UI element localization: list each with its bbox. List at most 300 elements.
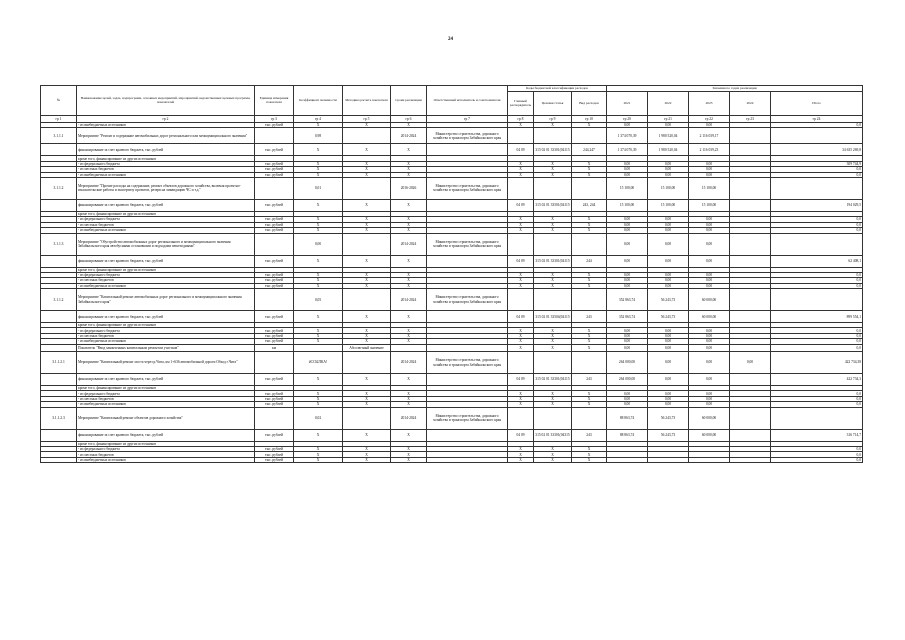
table-cell: 0,0 bbox=[771, 278, 863, 283]
table-cell: X bbox=[572, 161, 607, 166]
column-index-cell: гр 10 bbox=[572, 116, 607, 123]
table-cell: X bbox=[508, 396, 534, 401]
table-cell: 0,0 bbox=[771, 402, 863, 407]
table-cell bbox=[508, 407, 534, 429]
table-cell: X bbox=[572, 391, 607, 396]
table-row bbox=[41, 199, 863, 211]
table-cell bbox=[730, 407, 771, 429]
table-cell: 0,00 bbox=[607, 167, 648, 172]
table-cell bbox=[572, 128, 607, 144]
table-cell: X bbox=[534, 328, 572, 333]
table-cell: 0,00 bbox=[648, 228, 689, 233]
table-cell: X bbox=[294, 391, 343, 396]
table-cell bbox=[730, 311, 771, 323]
table-cell: тыс. рублей bbox=[255, 457, 294, 462]
table-cell: 0,00 bbox=[607, 272, 648, 277]
table-cell: 1 980 520,04 bbox=[648, 144, 689, 156]
table-cell: 244 bbox=[572, 255, 607, 267]
table-cell: X bbox=[294, 429, 343, 441]
table-cell: Министерство строительства, дорожного хозяйства и транспорта Забайкальского края bbox=[427, 407, 508, 429]
table-cell: 0,00 bbox=[607, 328, 648, 333]
table-row bbox=[41, 128, 863, 144]
table-cell: 04 09 bbox=[508, 429, 534, 441]
table-cell: 0,00 bbox=[689, 339, 730, 344]
table-cell: тыс. рублей bbox=[255, 328, 294, 333]
table-cell: X bbox=[572, 228, 607, 233]
table-cell bbox=[41, 374, 77, 386]
table-cell: 0,00 bbox=[689, 391, 730, 396]
table-cell: X bbox=[294, 144, 343, 156]
table-header bbox=[41, 86, 863, 123]
table-cell bbox=[508, 233, 534, 255]
table-cell: 194 029,5 bbox=[771, 199, 863, 211]
table-cell: Министерство строительства, дорожного хозяйства и транспорта Забайкальского края bbox=[427, 289, 508, 311]
table-cell: 0,00 bbox=[607, 278, 648, 283]
table-cell: 0,00 bbox=[607, 255, 648, 267]
table-cell bbox=[534, 233, 572, 255]
table-cell: тыс. рублей bbox=[255, 402, 294, 407]
header-code-admin: Главный распорядитель bbox=[508, 92, 534, 116]
table-cell: 60 000,00 bbox=[689, 407, 730, 429]
column-index-row bbox=[41, 116, 863, 123]
table-cell: X bbox=[534, 339, 572, 344]
table-cell: 15 100,00 bbox=[607, 199, 648, 211]
table-cell: 56 243,73 bbox=[648, 289, 689, 311]
table-cell: X bbox=[391, 457, 427, 462]
table-cell bbox=[572, 407, 607, 429]
table-cell: тыс. рублей bbox=[255, 144, 294, 156]
table-cell: X bbox=[343, 161, 391, 166]
table-cell: 244,247 bbox=[572, 144, 607, 156]
table-cell: X bbox=[391, 228, 427, 233]
table-cell: 0,00 bbox=[648, 333, 689, 338]
table-cell: - из внебюджетных источников bbox=[77, 283, 255, 288]
table-cell: 0,00 bbox=[607, 333, 648, 338]
table-cell: 0,00 bbox=[648, 222, 689, 227]
table-cell bbox=[730, 344, 771, 351]
table-cell: тыс. рублей bbox=[255, 333, 294, 338]
table-cell bbox=[607, 457, 648, 462]
table-cell: X bbox=[294, 278, 343, 283]
table-cell: X bbox=[391, 328, 427, 333]
table-cell bbox=[508, 289, 534, 311]
table-cell: X bbox=[294, 228, 343, 233]
column-index-cell: гр 8 bbox=[508, 116, 534, 123]
table-row bbox=[41, 289, 863, 311]
table-cell: X bbox=[534, 228, 572, 233]
table-cell: X bbox=[534, 457, 572, 462]
table-cell: X bbox=[508, 161, 534, 166]
table-cell: 3.1.1.3 bbox=[41, 233, 77, 255]
table-cell bbox=[534, 128, 572, 144]
table-cell: тыс. рублей bbox=[255, 452, 294, 457]
table-cell: 2014-2024 bbox=[391, 407, 427, 429]
table-cell: финансирование за счет краевого бюджета, тыс. рублей bbox=[77, 429, 255, 441]
column-index-cell: гр 23 bbox=[730, 116, 771, 123]
header-unit: Единица измерения показателя bbox=[255, 86, 294, 116]
table-cell: тыс. рублей bbox=[255, 311, 294, 323]
table-cell: X bbox=[572, 272, 607, 277]
table-cell: Показатель "Ввод законченных капитальным ремонтом участков" bbox=[77, 344, 255, 351]
table-cell bbox=[41, 457, 77, 462]
table-cell: 422 734,38 bbox=[771, 352, 863, 374]
table-cell: кроме того, финансирование из других источников bbox=[77, 267, 255, 272]
table-cell: 2014-2024 bbox=[391, 233, 427, 255]
table-cell: X bbox=[572, 123, 607, 128]
table-cell: X bbox=[572, 457, 607, 462]
table-cell: X bbox=[508, 272, 534, 277]
table-cell bbox=[771, 128, 863, 144]
table-row bbox=[41, 374, 863, 386]
table-cell: X bbox=[572, 402, 607, 407]
table-cell: 62 408,1 bbox=[771, 255, 863, 267]
table-cell: X bbox=[343, 429, 391, 441]
table-cell: X bbox=[294, 199, 343, 211]
table-cell: X bbox=[343, 272, 391, 277]
table-cell bbox=[255, 233, 294, 255]
table-cell: X bbox=[294, 222, 343, 227]
table-cell: 0,00 bbox=[648, 255, 689, 267]
table-cell: финансирование за счет краевого бюджета, тыс. рублей bbox=[77, 311, 255, 323]
table-cell: X bbox=[534, 283, 572, 288]
table-cell: 3.1.1.2 bbox=[41, 289, 77, 311]
table-cell: кроме того, финансирование из других источников bbox=[77, 156, 255, 161]
table-cell: 0,00 bbox=[607, 233, 648, 255]
table-cell: 0,0 bbox=[771, 391, 863, 396]
table-cell: X bbox=[343, 391, 391, 396]
table-cell: X bbox=[572, 222, 607, 227]
table-cell: 0,00 bbox=[607, 123, 648, 128]
table-cell: 0,0 bbox=[771, 339, 863, 344]
table-cell: X bbox=[343, 255, 391, 267]
table-cell: X bbox=[572, 167, 607, 172]
table-cell: 0,00 bbox=[648, 352, 689, 374]
table-cell: 60 000,00 bbox=[689, 429, 730, 441]
table-cell: 0,00 bbox=[689, 222, 730, 227]
table-cell: X bbox=[343, 396, 391, 401]
table-cell: X bbox=[343, 222, 391, 227]
table-cell: Мероприятие "Обустройство автомобильных дорог регионального и межмуниципального значения Забайкальского края автобусными остановками и подходами пешеходными" bbox=[77, 233, 255, 255]
table-cell: тыс. рублей bbox=[255, 167, 294, 172]
table-cell bbox=[771, 177, 863, 199]
table-cell: 264 000,00 bbox=[607, 352, 648, 374]
table-cell: 0,0 bbox=[771, 283, 863, 288]
table-cell: 0,00 bbox=[689, 402, 730, 407]
table-cell: 0,00 bbox=[607, 222, 648, 227]
table-cell bbox=[730, 177, 771, 199]
table-cell: 0,00 bbox=[730, 352, 771, 374]
table-cell: X bbox=[391, 222, 427, 227]
table-cell: Министерство строительства, дорожного хозяйства и транспорта Забайкальского края bbox=[427, 352, 508, 374]
table-cell bbox=[730, 233, 771, 255]
table-cell: - из местных бюджетов bbox=[77, 167, 255, 172]
table-cell: X bbox=[391, 333, 427, 338]
table-cell: X bbox=[294, 272, 343, 277]
table-cell: X bbox=[294, 339, 343, 344]
table-cell: X bbox=[572, 283, 607, 288]
table-cell: 88 863,74 bbox=[607, 429, 648, 441]
table-cell bbox=[255, 407, 294, 429]
table-cell: 315 02 01 33301(04315 bbox=[534, 429, 572, 441]
table-cell: 04 09 bbox=[508, 144, 534, 156]
table-cell: 0,00 bbox=[607, 344, 648, 351]
table-cell: X bbox=[508, 167, 534, 172]
table-cell: 0,00 bbox=[607, 217, 648, 222]
table-cell: Министерство строительства, дорожного хозяйства и транспорта Забайкальского края bbox=[427, 233, 508, 255]
table-cell bbox=[534, 352, 572, 374]
table-cell: тыс. рублей bbox=[255, 272, 294, 277]
table-cell: 0,00 bbox=[689, 344, 730, 351]
table-cell: финансирование за счет краевого бюджета, тыс. рублей bbox=[77, 255, 255, 267]
table-cell: X bbox=[572, 333, 607, 338]
table-cell: X bbox=[508, 222, 534, 227]
table-cell: X bbox=[343, 144, 391, 156]
table-cell bbox=[572, 177, 607, 199]
table-cell: 0,00 bbox=[648, 402, 689, 407]
table-cell: 3.1.1.2 bbox=[41, 177, 77, 199]
table-cell: кроме того, финансирование из других источников bbox=[77, 441, 255, 446]
table-cell: Мероприятие "Прочие расходы на содержание, ремонт объектов дорожного хозяйства, включая проектно-изыскательские работы и экспертизу проектов, резерв на ликвидацию ЧС и т.д." bbox=[77, 177, 255, 199]
table-cell: X bbox=[534, 278, 572, 283]
table-cell: X bbox=[572, 328, 607, 333]
table-cell: тыс. рублей bbox=[255, 228, 294, 233]
table-cell: #ССЫЛКА! bbox=[294, 352, 343, 374]
table-cell bbox=[41, 144, 77, 156]
table-cell: X bbox=[572, 344, 607, 351]
table-cell: 0,00 bbox=[648, 344, 689, 351]
column-index-cell: гр 5 bbox=[343, 116, 391, 123]
table-cell bbox=[534, 407, 572, 429]
table-cell: X bbox=[534, 333, 572, 338]
table-body bbox=[41, 123, 863, 463]
table-cell: 0,00 bbox=[607, 391, 648, 396]
table-row bbox=[41, 311, 863, 323]
table-cell: X bbox=[343, 311, 391, 323]
table-cell: тыс. рублей bbox=[255, 339, 294, 344]
table-cell: 0,05 bbox=[294, 289, 343, 311]
table-cell: X bbox=[534, 396, 572, 401]
table-cell: X bbox=[534, 172, 572, 177]
table-cell: 0,00 bbox=[648, 167, 689, 172]
table-cell: 0,0 bbox=[771, 222, 863, 227]
table-cell: - из внебюджетных источников bbox=[77, 402, 255, 407]
table-cell: финансирование за счет краевого бюджета, тыс. рублей bbox=[77, 374, 255, 386]
table-cell: Мероприятие "Капитальный ремонт моста через р.Чита, км 1+636 автомобильной дороги Обход г.Чита" bbox=[77, 352, 255, 374]
table-cell: 0,00 bbox=[607, 283, 648, 288]
table-cell: 0,0 bbox=[771, 446, 863, 451]
table-cell: X bbox=[508, 333, 534, 338]
table-row bbox=[41, 429, 863, 441]
table-cell: 0,00 bbox=[689, 172, 730, 177]
table-cell: кроме того, финансирование из других источников bbox=[77, 211, 255, 216]
table-cell: 0,00 bbox=[689, 328, 730, 333]
table-cell: 15 100,00 bbox=[689, 177, 730, 199]
table-cell: 0,00 bbox=[607, 396, 648, 401]
table-cell: 0,00 bbox=[607, 402, 648, 407]
table-cell bbox=[508, 177, 534, 199]
table-cell: 264 000,00 bbox=[607, 374, 648, 386]
table-cell: - из внебюджетных источников bbox=[77, 123, 255, 128]
table-cell: - из федерального бюджета bbox=[77, 446, 255, 451]
table-cell: X bbox=[343, 172, 391, 177]
table-cell: X bbox=[534, 391, 572, 396]
table-cell: X bbox=[534, 272, 572, 277]
table-cell: 0,00 bbox=[648, 123, 689, 128]
table-cell: 0,0 bbox=[771, 452, 863, 457]
table-cell bbox=[427, 255, 508, 267]
table-cell: X bbox=[391, 167, 427, 172]
table-cell: X bbox=[294, 374, 343, 386]
table-cell bbox=[343, 177, 391, 199]
table-cell: X bbox=[508, 339, 534, 344]
column-index-cell: гр 6 bbox=[391, 116, 427, 123]
header-code-target: Целевая статья bbox=[534, 92, 572, 116]
table-cell bbox=[255, 352, 294, 374]
table-cell: X bbox=[572, 339, 607, 344]
table-cell: - из федерального бюджета bbox=[77, 272, 255, 277]
table-cell: X bbox=[294, 446, 343, 451]
table-cell: X bbox=[294, 217, 343, 222]
table-cell bbox=[730, 255, 771, 267]
table-cell: X bbox=[343, 167, 391, 172]
table-row bbox=[41, 344, 863, 351]
table-cell: X bbox=[391, 446, 427, 451]
table-cell: X bbox=[391, 339, 427, 344]
table-cell: 316 714,7 bbox=[771, 429, 863, 441]
table-cell: 315 02 01 33301(04115 bbox=[534, 255, 572, 267]
table-cell: тыс. рублей bbox=[255, 283, 294, 288]
table-cell: - из федерального бюджета bbox=[77, 217, 255, 222]
table-cell bbox=[572, 233, 607, 255]
table-cell: км bbox=[255, 344, 294, 351]
table-cell bbox=[771, 289, 863, 311]
table-cell: X bbox=[534, 402, 572, 407]
table-cell: X bbox=[343, 374, 391, 386]
table-cell: 0,00 bbox=[648, 172, 689, 177]
table-cell: X bbox=[572, 172, 607, 177]
table-cell bbox=[427, 344, 508, 351]
table-cell: X bbox=[294, 333, 343, 338]
table-cell: X bbox=[572, 217, 607, 222]
table-cell bbox=[508, 128, 534, 144]
header-year-2023: 2023 bbox=[689, 92, 730, 116]
table-cell bbox=[41, 311, 77, 323]
table-cell: 0,0 bbox=[771, 457, 863, 462]
table-cell bbox=[730, 374, 771, 386]
table-cell bbox=[427, 144, 508, 156]
column-index-cell: гр 3 bbox=[255, 116, 294, 123]
table-cell: X bbox=[534, 222, 572, 227]
table-cell: X bbox=[294, 328, 343, 333]
column-index-cell: гр 24 bbox=[771, 116, 863, 123]
table-cell: 04 09 bbox=[508, 199, 534, 211]
table-cell: тыс. рублей bbox=[255, 278, 294, 283]
table-cell: 0,00 bbox=[689, 217, 730, 222]
table-cell bbox=[534, 289, 572, 311]
table-cell bbox=[730, 429, 771, 441]
table-cell bbox=[427, 429, 508, 441]
table-cell: X bbox=[391, 374, 427, 386]
table-cell: X bbox=[508, 283, 534, 288]
table-cell: 0,01 bbox=[294, 177, 343, 199]
table-cell: 0,0 bbox=[771, 123, 863, 128]
table-cell: - из местных бюджетов bbox=[77, 278, 255, 283]
header-budget-codes: Коды бюджетной классификации расходов bbox=[508, 86, 607, 92]
table-cell: X bbox=[294, 283, 343, 288]
table-cell: X bbox=[391, 172, 427, 177]
table-cell: 0,00 bbox=[648, 328, 689, 333]
table-cell bbox=[508, 352, 534, 374]
program-table bbox=[40, 85, 863, 463]
table-cell: X bbox=[391, 452, 427, 457]
table-cell: 56 243,73 bbox=[648, 407, 689, 429]
table-cell: 3.1.1.2.3 bbox=[41, 407, 77, 429]
table-cell: X bbox=[391, 255, 427, 267]
table-cell: X bbox=[343, 446, 391, 451]
table-cell: 88 863,74 bbox=[607, 407, 648, 429]
table-cell: X bbox=[391, 311, 427, 323]
table-cell: 1 374 070,39 bbox=[607, 128, 648, 144]
table-cell: 315 02 01 33504(04115 bbox=[534, 311, 572, 323]
table-cell: X bbox=[508, 391, 534, 396]
table-cell: X bbox=[294, 396, 343, 401]
table-cell: 34 635 269,8 bbox=[771, 144, 863, 156]
table-cell: 0,00 bbox=[607, 339, 648, 344]
table-cell: Абсолютный значение bbox=[343, 344, 391, 351]
table-cell: 60 000,00 bbox=[689, 289, 730, 311]
table-cell: X bbox=[343, 328, 391, 333]
table-cell: - из внебюджетных источников bbox=[77, 228, 255, 233]
table-cell: X bbox=[343, 228, 391, 233]
table-cell: 0,00 bbox=[294, 233, 343, 255]
table-cell: X bbox=[391, 283, 427, 288]
table-cell bbox=[343, 407, 391, 429]
table-cell: - из местных бюджетов bbox=[77, 333, 255, 338]
table-cell: - из внебюджетных источников bbox=[77, 339, 255, 344]
header-number: № bbox=[41, 86, 77, 116]
table-cell: - из местных бюджетов bbox=[77, 452, 255, 457]
table-cell: 0,98 bbox=[294, 128, 343, 144]
table-cell bbox=[391, 344, 427, 351]
table-cell: - из внебюджетных источников bbox=[77, 172, 255, 177]
table-cell bbox=[534, 177, 572, 199]
table-cell: 0,00 bbox=[689, 272, 730, 277]
table-cell: 0,0 bbox=[771, 344, 863, 351]
table-cell: 2014-2024 bbox=[391, 289, 427, 311]
table-cell: X bbox=[508, 344, 534, 351]
table-cell: X bbox=[391, 391, 427, 396]
table-cell: 309 744,9 bbox=[771, 161, 863, 166]
table-cell: X bbox=[343, 402, 391, 407]
table-cell: тыс. рублей bbox=[255, 255, 294, 267]
table-cell: 60 000,00 bbox=[689, 311, 730, 323]
table-cell: 0,00 bbox=[689, 396, 730, 401]
table-cell: X bbox=[572, 452, 607, 457]
table-cell: 1 374 070,39 bbox=[607, 144, 648, 156]
table-cell: 0,0 bbox=[771, 228, 863, 233]
table-cell: 3.1.1.2.1 bbox=[41, 352, 77, 374]
table-cell: X bbox=[343, 339, 391, 344]
table-cell: - из внебюджетных источников bbox=[77, 457, 255, 462]
column-index-cell: гр 1 bbox=[41, 116, 77, 123]
table-cell: 1 980 520,04 bbox=[648, 128, 689, 144]
header-year-2021: 2021 bbox=[607, 92, 648, 116]
table-cell: тыс. рублей bbox=[255, 217, 294, 222]
table-cell: X bbox=[343, 283, 391, 288]
table-cell: X bbox=[534, 452, 572, 457]
table-cell bbox=[343, 233, 391, 255]
table-cell: 0,00 bbox=[648, 272, 689, 277]
